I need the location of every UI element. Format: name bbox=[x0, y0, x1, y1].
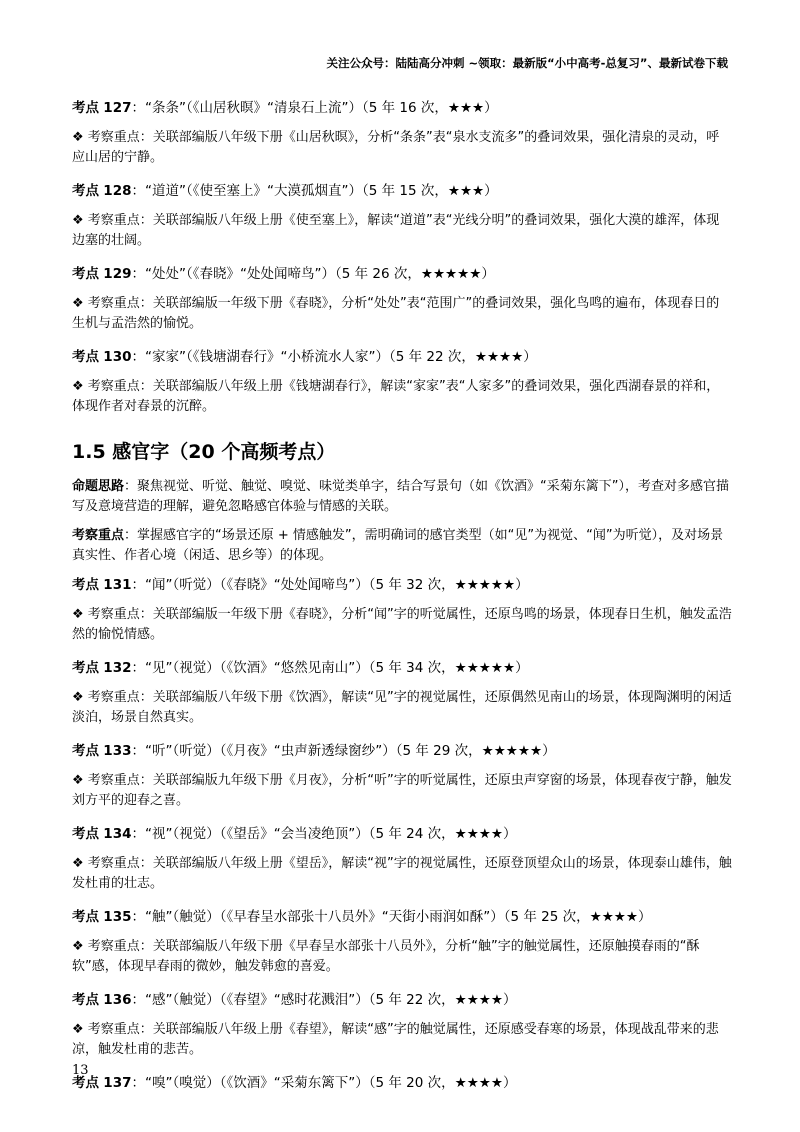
kaodian-desc: ：“处处”（《春晓》“处处闻啼鸟”）（5 年 26 次，★★★★★） bbox=[131, 266, 495, 282]
kaodian-desc: ：“见”（视觉）（《饮酒》“悠然见南山”）（5 年 34 次，★★★★★） bbox=[131, 660, 529, 676]
kaodian-desc: ：“感”（触觉）（《春望》“感时花溅泪”）（5 年 22 次，★★★★） bbox=[131, 992, 517, 1008]
kaodian-label: 考点 bbox=[72, 992, 99, 1008]
kaodian-focus: ❖ 考察重点：关联部编版八年级上册《使至塞上》，解读“道道”表“光线分明”的叠词效果，强化大漠的雄浑，体现边塞的壮阔。 bbox=[72, 213, 720, 248]
page-header: 关注公众号：陆陆高分冲刺 ~领取：最新版“小中高考-总复习”、最新试卷下载 bbox=[326, 56, 728, 70]
kaodian-title bbox=[72, 264, 732, 284]
kaodian-number: 134 bbox=[103, 826, 132, 842]
kaodian-group-1 bbox=[72, 98, 732, 417]
kaodian-focus: ❖ 考察重点：关联部编版八年级下册《早春呈水部张十八员外》，分析“触”字的触觉属性，还原触摸春雨的“酥软”感，体现早春雨的微妙，触发韩愈的喜爱。 bbox=[72, 939, 700, 974]
intro-mingti-label: 命题思路 bbox=[72, 479, 125, 494]
kaodian-label: 考点 bbox=[72, 1075, 99, 1091]
kaodian-number: 131 bbox=[103, 577, 132, 593]
kaodian-desc: ：“视”（视觉）（《望岳》“会当凌绝顶”）（5 年 24 次，★★★★） bbox=[131, 826, 517, 842]
kaodian-title bbox=[72, 347, 732, 367]
kaodian-focus: ❖ 考察重点：关联部编版八年级下册《饮酒》，解读“见”字的视觉属性，还原偶然见南山的场景，体现陶渊明的闲适淡泊，场景自然真实。 bbox=[72, 690, 732, 725]
kaodian-focus: ❖ 考察重点：关联部编版八年级下册《山居秋暝》，分析“条条”表“泉水支流多”的叠词效果，强化清泉的灵动，呼应山居的宁静。 bbox=[72, 130, 720, 165]
kaodian-desc: ：“闻”（听觉）（《春晓》“处处闻啼鸟”）（5 年 32 次，★★★★★） bbox=[131, 577, 529, 593]
intro-kaocha bbox=[72, 526, 732, 566]
kaodian-title bbox=[72, 98, 732, 118]
kaodian-label: 考点 bbox=[72, 660, 99, 676]
intro-kaocha-label: 考察重点 bbox=[72, 528, 125, 543]
kaodian-focus: ❖ 考察重点：关联部编版一年级下册《春晓》，分析“闻”字的听觉属性，还原鸟鸣的场景，体现春日生机，触发孟浩然的愉悦情感。 bbox=[72, 607, 732, 642]
kaodian-label: 考点 bbox=[72, 577, 99, 593]
kaodian-label: 考点 bbox=[72, 100, 99, 116]
kaodian-title bbox=[72, 181, 732, 201]
kaodian-focus: ❖ 考察重点：关联部编版八年级上册《春望》，解读“感”字的触觉属性，还原感受春寒的场景，体现战乱带来的悲凉，触发杜甫的悲苦。 bbox=[72, 1022, 719, 1057]
kaodian-number: 132 bbox=[103, 660, 132, 676]
kaodian-title bbox=[72, 658, 732, 678]
kaodian-desc: ：“听”（听觉）（《月夜》“虫声新透绿窗纱”）（5 年 29 次，★★★★★） bbox=[131, 743, 556, 759]
kaodian-desc: ：“道道”（《使至塞上》“大漠孤烟直”）（5 年 15 次，★★★） bbox=[131, 183, 498, 199]
section-title: 1.5 感官字（20 个高频考点） bbox=[72, 441, 336, 463]
kaodian-label: 考点 bbox=[72, 183, 99, 199]
kaodian-label: 考点 bbox=[72, 349, 99, 365]
kaodian-focus: ❖ 考察重点：关联部编版八年级上册《望岳》，解读“视”字的视觉属性，还原登顶望众山的场景，体现泰山雄伟，触发杜甫的壮志。 bbox=[72, 856, 732, 891]
kaodian-number: 127 bbox=[103, 100, 132, 116]
kaodian-label: 考点 bbox=[72, 909, 99, 925]
intro-kaocha-text: ：掌握感官字的“场景还原 + 情感触发”，需明确词的感官类型（如“见”为视觉、“闻”为听觉），及对场景真实性、作者心境（闲适、思乡等）的体现。 bbox=[72, 528, 724, 563]
kaodian-label: 考点 bbox=[72, 743, 99, 759]
kaodian-desc: ：“触”（触觉）（《早春呈水部张十八员外》“天街小雨润如酥”）（5 年 25 次，★★★★） bbox=[131, 909, 652, 925]
main-content bbox=[72, 98, 732, 1103]
kaodian-number: 129 bbox=[103, 266, 132, 282]
kaodian-title bbox=[72, 824, 732, 844]
kaodian-title bbox=[72, 990, 732, 1010]
kaodian-title bbox=[72, 1073, 732, 1093]
kaodian-title bbox=[72, 575, 732, 595]
kaodian-number: 136 bbox=[103, 992, 132, 1008]
kaodian-title bbox=[72, 741, 732, 761]
kaodian-title bbox=[72, 907, 732, 927]
kaodian-number: 137 bbox=[103, 1075, 132, 1091]
kaodian-desc: ：“嗅”（嗅觉）（《饮酒》“采菊东篱下”）（5 年 20 次，★★★★） bbox=[131, 1075, 517, 1091]
page-number: 13 bbox=[72, 1063, 89, 1078]
kaodian-label: 考点 bbox=[72, 826, 99, 842]
kaodian-number: 133 bbox=[103, 743, 132, 759]
kaodian-number: 130 bbox=[103, 349, 132, 365]
kaodian-group-2 bbox=[72, 575, 732, 1093]
kaodian-number: 128 bbox=[103, 183, 132, 199]
kaodian-focus: ❖ 考察重点：关联部编版一年级下册《春晓》，分析“处处”表“范围广”的叠词效果，强化鸟鸣的遍布，体现春日的生机与孟浩然的愉悦。 bbox=[72, 296, 720, 331]
kaodian-number: 135 bbox=[103, 909, 132, 925]
intro-mingti bbox=[72, 477, 732, 517]
kaodian-desc: ：“条条”（《山居秋暝》“清泉石上流”）（5 年 16 次，★★★） bbox=[131, 100, 498, 116]
intro-mingti-text: ：聚焦视觉、听觉、触觉、嗅觉、味觉类单字，结合写景句（如《饮酒》“采菊东篱下”），考查对多感官描写及意境营造的理解，避免忽略感官体验与情感的关联。 bbox=[72, 479, 729, 514]
kaodian-desc: ：“家家”（《钱塘湖春行》“小桥流水人家”）（5 年 22 次，★★★★） bbox=[131, 349, 537, 365]
kaodian-focus: ❖ 考察重点：关联部编版八年级上册《钱塘湖春行》，解读“家家”表“人家多”的叠词效果，强化西湖春景的祥和，体现作者对春景的沉醉。 bbox=[72, 379, 720, 414]
kaodian-focus: ❖ 考察重点：关联部编版九年级下册《月夜》，分析“听”字的听觉属性，还原虫声穿窗的场景，体现春夜宁静，触发刘方平的迎春之喜。 bbox=[72, 773, 732, 808]
kaodian-label: 考点 bbox=[72, 266, 99, 282]
